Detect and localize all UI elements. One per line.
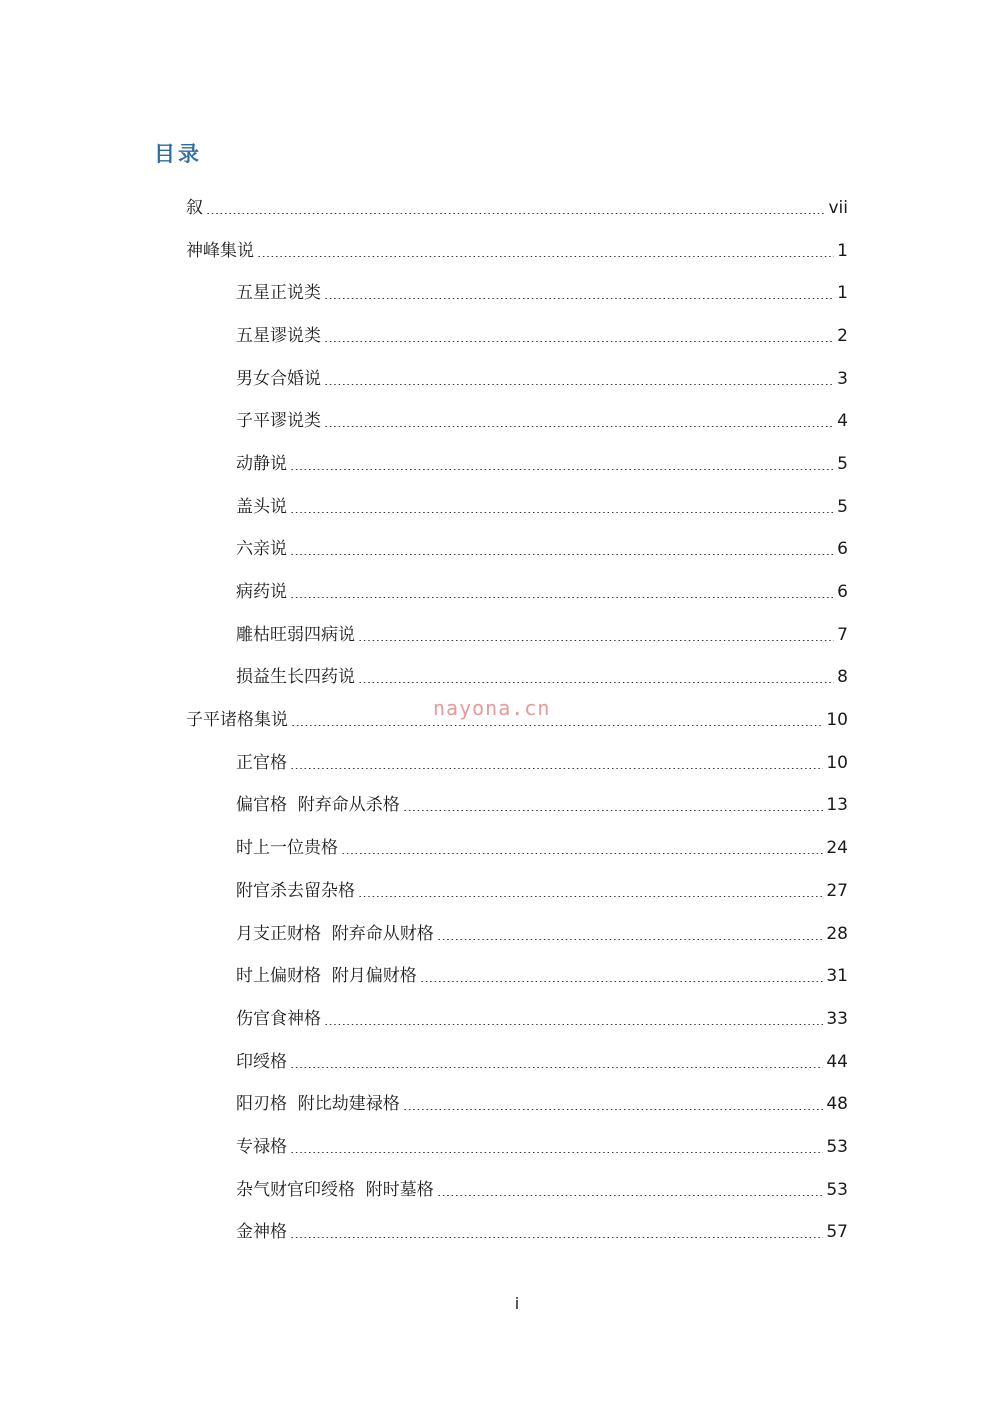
toc-entry-page-number: 53 [826,1179,848,1200]
toc-entry[interactable] [0,315,848,358]
toc-entry-page-number: 24 [826,838,848,859]
toc-entry[interactable] [0,699,848,742]
toc-entry[interactable] [0,443,848,486]
toc-dot-leader [290,1067,823,1068]
toc-dot-leader [291,725,823,726]
toc-dot-leader [290,469,834,470]
toc-dot-leader [290,512,834,513]
toc-dot-leader [437,1195,824,1196]
toc-entry[interactable] [0,400,848,443]
toc-dot-leader [324,1024,823,1025]
toc-entry-page-number: 57 [826,1222,848,1243]
toc-entry-page-number: 1 [837,283,848,304]
toc-entry-page-number: 33 [826,1008,848,1029]
toc-entry-label: 正官格 [236,752,287,773]
toc-dot-leader [324,426,834,427]
toc-entry-page-number: 53 [826,1136,848,1157]
toc-dot-leader [358,682,834,683]
toc-dot-leader [206,213,825,214]
toc-dot-leader [358,896,823,897]
watermark: nayona.cn [433,696,551,720]
toc-dot-leader [403,810,824,811]
toc-entry-page-number: 5 [837,453,848,474]
toc-entry-page-number: 44 [826,1051,848,1072]
toc-entry-label: 五星谬说类 [236,325,321,346]
toc-entry[interactable] [0,1169,848,1212]
toc-entry-page-number: 8 [837,667,848,688]
toc-dot-leader [324,298,834,299]
toc-entry-label: 男女合婚说 [236,368,321,389]
toc-entry-label: 伤官食神格 [236,1008,321,1029]
footer-page-number: i [514,1294,520,1313]
toc-entry-page-number: 10 [826,710,848,731]
toc-entry[interactable] [0,1083,848,1126]
toc-entry-label: 阳刃格 附比劫建禄格 [236,1094,400,1115]
toc-entry-page-number: 5 [837,496,848,517]
toc-entry[interactable] [0,742,848,785]
toc-entry-label: 损益生长四药说 [236,667,355,688]
toc-entry[interactable] [0,272,848,315]
toc-heading: 目录 [154,142,202,166]
toc-entry-label: 子平诸格集说 [186,710,288,731]
toc-dot-leader [290,554,834,555]
toc-entry-page-number: 13 [826,795,848,816]
toc-entry-label: 病药说 [236,582,287,603]
toc-entry-label: 子平谬说类 [236,411,321,432]
toc-entry[interactable] [0,486,848,529]
toc-entry-page-number: 10 [826,752,848,773]
toc-entry[interactable] [0,614,848,657]
toc-entry[interactable] [0,657,848,700]
toc-entry-page-number: 4 [837,411,848,432]
toc-entry-label: 杂气财官印绶格 附时墓格 [236,1179,434,1200]
toc-entry-page-number: 31 [826,966,848,987]
toc-entry-page-number: 48 [826,1094,848,1115]
toc-entry-page-number: vii [828,197,848,218]
toc-dot-leader [403,1109,824,1110]
toc-entry[interactable] [0,571,848,614]
toc-dot-leader [257,256,834,257]
toc-entry[interactable] [0,827,848,870]
toc-entry[interactable] [0,358,848,401]
toc-entry[interactable] [0,998,848,1041]
toc-dot-leader [437,939,824,940]
toc-entry-label: 神峰集说 [186,240,254,261]
toc-dot-leader [358,640,834,641]
toc-dot-leader [324,384,834,385]
toc-entry-label: 附官杀去留杂格 [236,880,355,901]
toc-entry-label: 专禄格 [236,1136,287,1157]
toc-entry-label: 月支正财格 附弃命从财格 [236,923,434,944]
toc-entry-label: 五星正说类 [236,283,321,304]
toc-entry[interactable] [0,913,848,956]
toc-entry-label: 盖头说 [236,496,287,517]
toc-entry-page-number: 6 [837,539,848,560]
toc-entry[interactable] [0,1041,848,1084]
toc-entry-page-number: 7 [837,624,848,645]
toc-dot-leader [420,981,824,982]
toc-entry[interactable] [0,785,848,828]
toc-entry-page-number: 27 [826,880,848,901]
toc-dot-leader [290,1237,823,1238]
toc-dot-leader [341,853,823,854]
toc-entry-page-number: 2 [837,325,848,346]
toc-entry[interactable] [0,230,848,273]
toc-entry-label: 叙 [186,197,203,218]
toc-entry[interactable] [0,955,848,998]
toc-entry-page-number: 3 [837,368,848,389]
toc-entry-page-number: 28 [826,923,848,944]
toc-entry-label: 时上一位贵格 [236,838,338,859]
toc-dot-leader [324,341,834,342]
toc-entry-label: 动静说 [236,453,287,474]
toc-list [0,187,1000,1254]
toc-entry-label: 时上偏财格 附月偏财格 [236,966,417,987]
toc-dot-leader [290,768,823,769]
toc-entry[interactable] [0,187,848,230]
toc-entry[interactable] [0,1126,848,1169]
toc-entry-label: 印绶格 [236,1051,287,1072]
toc-dot-leader [290,597,834,598]
toc-dot-leader [290,1152,823,1153]
toc-entry-label: 金神格 [236,1222,287,1243]
toc-entry[interactable] [0,529,848,572]
toc-entry-label: 六亲说 [236,539,287,560]
toc-entry-page-number: 1 [837,240,848,261]
toc-entry[interactable] [0,1212,848,1255]
toc-entry-label: 偏官格 附弃命从杀格 [236,795,400,816]
toc-entry-label: 雕枯旺弱四病说 [236,624,355,645]
toc-entry-page-number: 6 [837,582,848,603]
toc-entry[interactable] [0,870,848,913]
